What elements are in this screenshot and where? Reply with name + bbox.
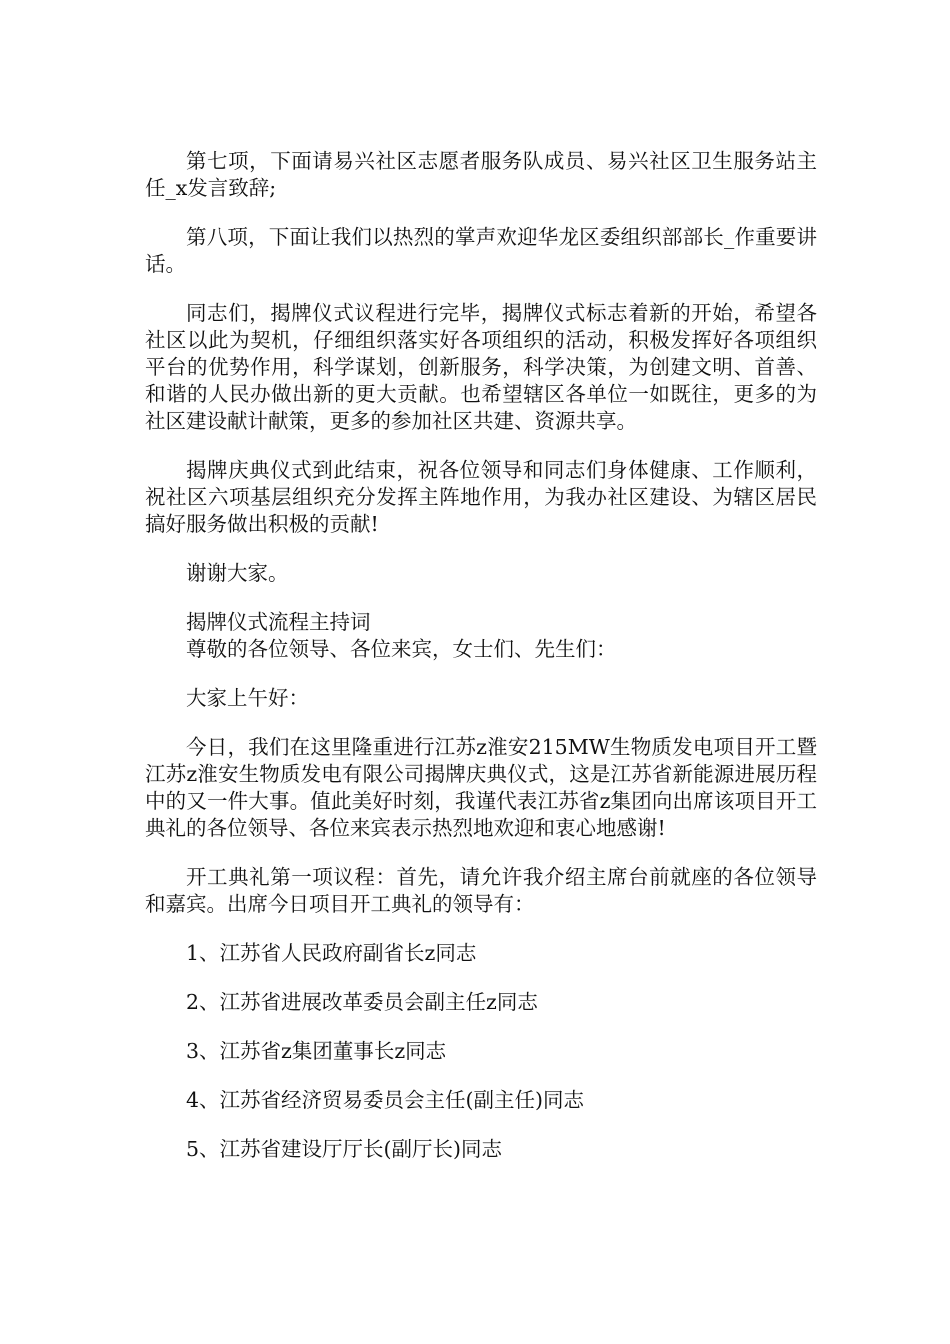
document-body (145, 148, 817, 1185)
list-item-4: 4、江苏省经济贸易委员会主任(副主任)同志 (186, 1088, 585, 1112)
paragraph-opening: 今日，我们在这里隆重进行江苏z淮安215MW生物质发电项目开工暨江苏z淮安生物质发电有限公司揭牌庆典仪式，这是江苏省新能源进展历程中的又一件大事。值此美好时刻，我谨代表江苏省z集团向出席该项目开工典礼的各位领导、各位来宾表示热烈地欢迎和衷心地感谢! (145, 735, 817, 840)
paragraph-closing-remarks: 同志们，揭牌仪式议程进行完毕，揭牌仪式标志着新的开始，希望各社区以此为契机，仔细组织落实好各项组织的活动，积极发挥好各项组织平台的优势作用，科学谋划，创新服务，科学决策，为创建文明、首善、和谐的人民办做出新的更大贡献。也希望辖区各单位一如既往，更多的为社区建设献计献策，更多的参加社区共建、资源共享。 (145, 301, 817, 433)
paragraph-agenda-1: 开工典礼第一项议程：首先，请允许我介绍主席台前就座的各位领导和嘉宾。出席今日项目开工典礼的领导有： (145, 865, 817, 916)
list-item-5: 5、江苏省建设厅厅长(副厅长)同志 (186, 1137, 503, 1161)
list-item-2: 2、江苏省进展改革委员会副主任z同志 (186, 990, 538, 1014)
paragraph-item-8: 第八项，下面让我们以热烈的掌声欢迎华龙区委组织部部长_作重要讲话。 (145, 225, 817, 276)
section-title: 揭牌仪式流程主持词 (186, 610, 371, 634)
list-item-3: 3、江苏省z集团董事长z同志 (186, 1039, 447, 1063)
paragraph-ceremony-end: 揭牌庆典仪式到此结束，祝各位领导和同志们身体健康、工作顺利，祝社区六项基层组织充分发挥主阵地作用，为我办社区建设、为辖区居民搞好服务做出积极的贡献! (145, 458, 817, 536)
greeting: 大家上午好： (186, 686, 309, 710)
paragraph-item-7: 第七项，下面请易兴社区志愿者服务队成员、易兴社区卫生服务站主任_x发言致辞; (145, 149, 817, 200)
list-item-1: 1、江苏省人民政府副省长z同志 (186, 941, 477, 965)
salutation: 尊敬的各位领导、各位来宾，女士们、先生们： (186, 637, 617, 661)
paragraph-thanks: 谢谢大家。 (186, 561, 289, 585)
